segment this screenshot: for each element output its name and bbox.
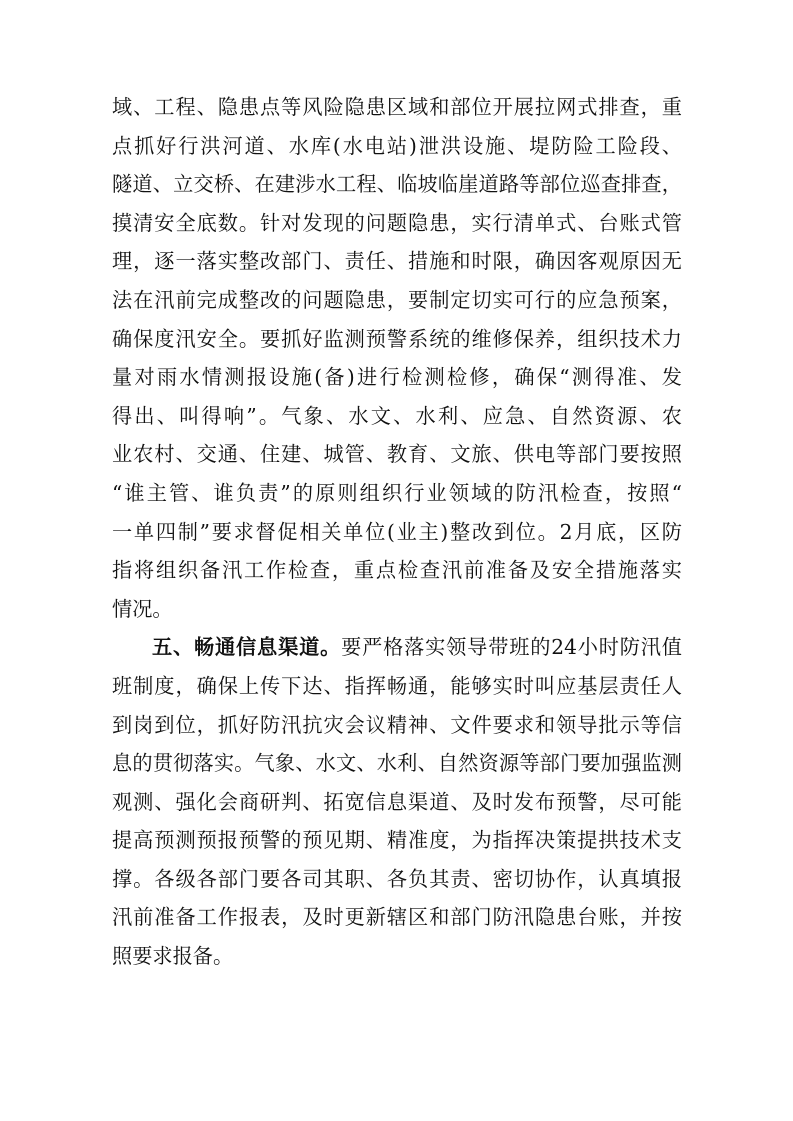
text-line: 照要求报备。: [112, 944, 234, 969]
section-5-first-line: [112, 628, 682, 667]
text-line: 得出、叫得响”。气象、水文、水利、应急、自然资源、农: [112, 403, 682, 428]
paragraph-risk-inspection: [112, 88, 682, 628]
text-line: 提高预测预报预警的预见期、精准度，为指挥决策提拱技术支: [112, 828, 682, 853]
text-line: 确保度汛安全。要抓好监测预警系统的维修保养，组织技术力: [112, 326, 682, 351]
text-line: 业农村、交通、住建、城管、教育、文旅、供电等部门要按照: [112, 442, 682, 467]
text-line: 法在汛前完成整改的问题隐患，要制定切实可行的应急预案，: [112, 287, 682, 312]
section-5-paragraph: [112, 628, 682, 975]
text-line: 到岗到位，抓好防汛抗灾会议精神、文件要求和领导批示等信: [112, 712, 682, 737]
text-line: 域、工程、隐患点等风险隐患区域和部位开展拉网式排查，重: [112, 95, 682, 119]
text-line: “谁主管、谁负责”的原则组织行业领域的防汛检查，按照“: [112, 480, 682, 505]
text-line: 指将组织备汛工作检查，重点检查汛前准备及安全措施落实: [112, 558, 682, 583]
text-line: 观测、强化会商研判、拓宽信息渠道、及时发布预警，尽可能: [112, 789, 682, 814]
text-line: 点抓好行洪河道、水库(水电站)泄洪设施、堤防险工险段、: [112, 133, 682, 158]
text-line: 撑。各级各部门要各司其职、各负其责、密切协作，认真填报: [112, 866, 682, 891]
text-line: 摸清安全底数。针对发现的问题隐患，实行清单式、台账式管: [112, 210, 682, 235]
text-line: 隧道、立交桥、在建涉水工程、临坡临崖道路等部位巡查排查，: [112, 172, 682, 197]
text-line: 息的贯彻落实。气象、水文、水利、自然资源等部门要加强监测: [112, 751, 682, 776]
text-line: 量对雨水情测报设施(备)进行检测检修，确保“测得准、发: [112, 365, 682, 390]
document-body: [112, 88, 682, 976]
text-line: 情况。: [112, 596, 173, 621]
section-5-heading: 五、畅通信息渠道。: [152, 635, 342, 660]
text-line: 汛前准备工作报表，及时更新辖区和部门防汛隐患台账，并按: [112, 905, 682, 930]
section-5-first-line-text: 要严格落实领导带班的24小时防汛值: [341, 635, 682, 660]
text-line: 理，逐一落实整改部门、责任、措施和时限，确因客观原因无: [112, 249, 682, 274]
text-line: 班制度，确保上传下达、指挥畅通，能够实时叫应基层责任人: [112, 673, 682, 698]
text-line: 一单四制”要求督促相关单位(业主)整改到位。2月底，区防: [112, 519, 682, 544]
